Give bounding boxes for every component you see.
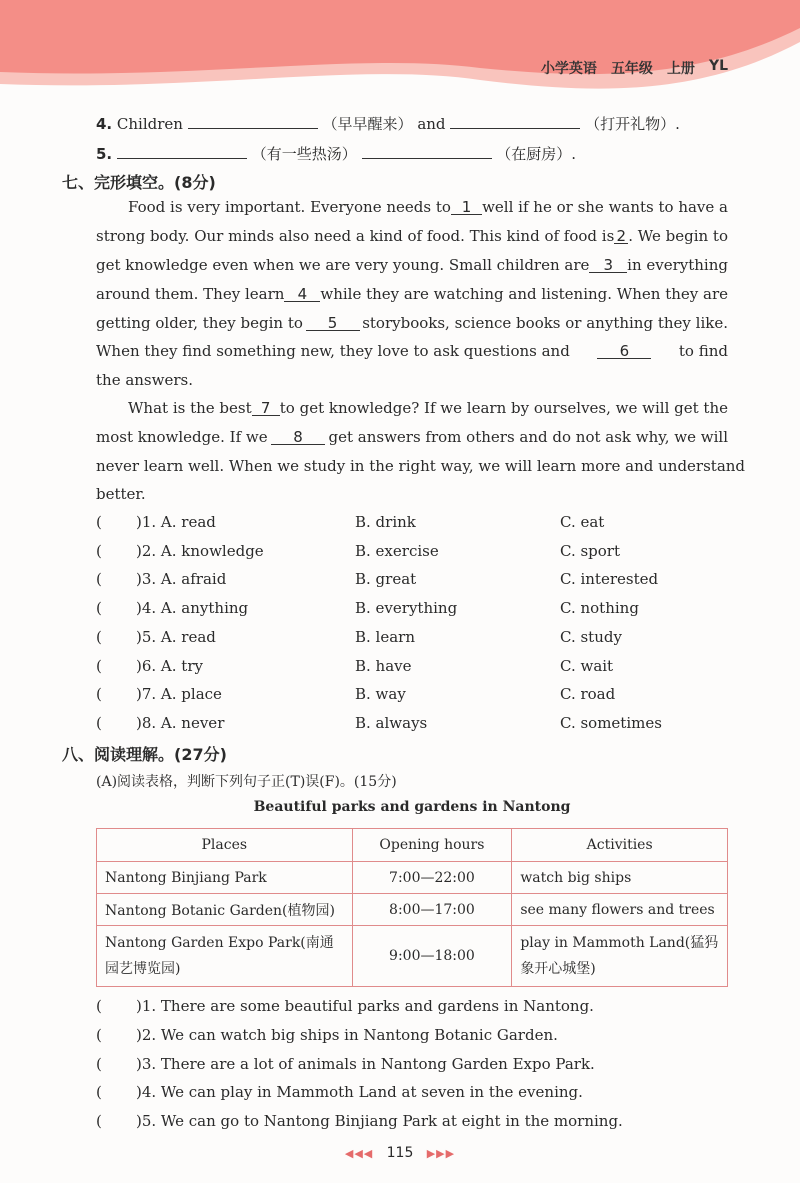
option-c: C. sometimes [560,713,662,732]
header-places: Places [97,829,353,862]
subject-label: 小学英语 [540,61,597,77]
edition-label: YL [708,58,728,74]
cloze-text: well if he or she wants to have a [482,198,728,216]
option-a: )3. A. afraid [136,570,227,589]
hours-cell: 9:00—18:00 [352,926,512,987]
prev-arrows-icon: ◀◀◀ [344,1147,374,1160]
option-a: )4. A. anything [136,599,249,618]
cloze-line [96,428,728,446]
option-c: C. nothing [560,599,639,618]
cloze-line [128,198,728,216]
option-b: B. always [355,713,428,732]
place-cell: Nantong Garden Expo Park(南通园艺博览园) [97,926,353,987]
activity-cell: see many flowers and trees [512,894,728,926]
answer-bracket[interactable]: ( [96,513,102,531]
cloze-text: around them. They learn [96,285,285,303]
answer-bracket[interactable]: ( [96,627,102,646]
option-a: )2. A. knowledge [136,541,264,560]
cloze-line [128,399,728,417]
answer-bracket[interactable]: ( [96,1054,102,1073]
volume-label: 上册 [666,61,695,77]
header-activities: Activities [512,829,728,862]
cloze-blank[interactable]: 7 [252,399,280,416]
cloze-text: get answers from others and do not ask why, we will [328,428,728,446]
option-b: B. learn [355,627,416,646]
cloze-text: Food is very important. Everyone needs to [128,198,451,216]
hours-cell: 8:00—17:00 [352,894,512,926]
cloze-line [96,485,728,503]
cloze-blank[interactable]: 8 [271,428,325,445]
header-band [0,0,800,100]
answer-bracket[interactable]: ( [96,541,102,560]
option-c: C. sport [560,541,621,560]
answer-bracket[interactable]: ( [96,1083,102,1102]
table-title: Beautiful parks and gardens in Nantong [253,799,571,815]
cloze-line [96,371,728,389]
answer-blank[interactable] [117,142,247,159]
option-b: B. way [355,685,406,704]
cloze-text: never learn well. When we study in the right way, we will learn more and understand [96,457,746,475]
option-c: C. study [560,627,622,646]
cloze-text: in everything [627,256,728,274]
cloze-blank[interactable]: 5 [306,314,360,331]
table-row [97,926,728,987]
statement-text: )1. There are some beautiful parks and gardens in Nantong. [136,997,594,1015]
option-b: B. have [355,656,412,675]
answer-bracket[interactable]: ( [96,1025,102,1044]
answer-bracket[interactable]: ( [96,570,102,589]
cloze-text: storybooks, science books or anything they like. [362,314,728,332]
cloze-section-title: 七、完形填空。(8分) [62,173,216,192]
cloze-text: while they are watching and listening. When they are [320,285,728,303]
cloze-blank[interactable]: 3 [589,256,627,273]
cloze-text: get knowledge even when we are very young. Small children are [96,256,590,274]
cloze-line [96,314,728,332]
option-a: )5. A. read [136,627,216,646]
translation-item-5: 5. （有一些热汤） （在厨房）. [96,142,576,164]
statement-text: )5. We can go to Nantong Binjiang Park at eight in the morning. [136,1112,623,1131]
cloze-blank[interactable]: 1 [451,198,482,215]
cloze-blank[interactable]: 6 [597,342,651,359]
cloze-text: the answers. [96,371,193,389]
answer-bracket[interactable]: ( [96,599,102,618]
table-row [97,862,728,894]
cloze-line [96,256,728,274]
cloze-line [96,285,728,303]
grade-label: 五年级 [610,61,653,77]
option-b: B. drink [355,513,416,531]
option-c: C. interested [560,570,659,589]
cloze-line [96,342,728,360]
answer-blank[interactable] [450,112,580,129]
statement-text: )3. There are a lot of animals in Nantong Garden Expo Park. [136,1054,595,1073]
option-b: B. great [355,570,417,589]
cloze-text: to find [678,342,728,360]
option-a: )8. A. never [136,713,225,732]
header-opening-hours: Opening hours [352,829,512,862]
statement-text: )2. We can watch big ships in Nantong Botanic Garden. [136,1025,558,1044]
answer-bracket[interactable]: ( [96,1112,102,1131]
reading-part-a-instruction: (A)阅读表格，判断下列句子正(T)误(F)。(15分) [96,774,397,790]
option-a: )7. A. place [136,685,222,704]
answer-blank[interactable] [188,112,318,129]
cloze-text: strong body. Our minds also need a kind of food. This kind of food is [96,227,615,245]
place-cell: Nantong Binjiang Park [97,862,353,894]
header-meta [541,58,728,78]
cloze-line [96,457,746,475]
answer-blank[interactable] [362,142,492,159]
translation-item-4: 4. Children （早早醒来） and （打开礼物）. [96,112,680,134]
cloze-text: to get knowledge? If we learn by ourselves, we will get the [279,399,728,417]
page-footer [0,1145,800,1161]
statement-text: )4. We can play in Mammoth Land at seven in the evening. [136,1083,583,1102]
table-row [97,894,728,926]
cloze-text: getting older, they begin to [96,314,303,332]
option-c: C. road [560,685,616,704]
next-arrows-icon: ▶▶▶ [426,1147,456,1160]
answer-bracket[interactable]: ( [96,685,102,704]
activity-cell: play in Mammoth Land(猛犸象开心城堡) [512,926,728,987]
cloze-blank[interactable]: 2 [614,227,628,244]
cloze-text: most knowledge. If we [96,428,268,446]
activity-cell: watch big ships [512,862,728,894]
option-c: C. eat [560,513,605,531]
option-a: )1. A. read [136,513,216,531]
cloze-blank[interactable]: 4 [284,285,320,302]
cloze-line [96,227,728,245]
hours-cell: 7:00—22:00 [352,862,512,894]
answer-bracket[interactable]: ( [96,997,102,1015]
page-number: 115 [386,1145,414,1161]
reading-section-title: 八、阅读理解。(27分) [62,745,227,764]
table-header-row [97,829,728,862]
cloze-text: What is the best [128,399,252,417]
cloze-text: . We begin to [628,227,728,245]
answer-bracket[interactable]: ( [96,656,102,675]
option-b: B. everything [355,599,458,618]
option-c: C. wait [560,656,614,675]
option-b: B. exercise [355,541,439,560]
answer-bracket[interactable]: ( [96,713,102,732]
option-a: )6. A. try [136,656,203,675]
parks-table [96,828,728,987]
place-cell: Nantong Botanic Garden(植物园) [97,894,353,926]
cloze-text: better. [96,485,146,503]
cloze-text: When they find something new, they love to ask questions and [96,342,570,360]
